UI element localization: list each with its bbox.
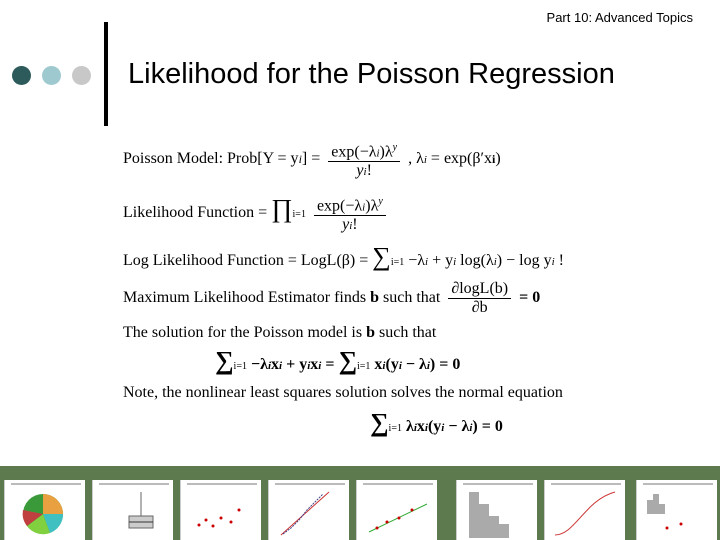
model-fraction: $\frac{\exp(-\lambda i)\lambda^y}{yi!}$ <box>328 138 400 180</box>
title-divider <box>104 22 108 126</box>
likelihood-fraction: $\frac{\exp(-\lambda i)\lambda^y}{yi!}$ <box>314 192 386 234</box>
mle-fraction: $\frac{\partial\log L(b)}{\partial b}$ <box>448 280 511 317</box>
slide-title: Likelihood for the Poisson Regression <box>128 58 615 90</box>
thumbnail-scatter-1 <box>180 480 261 540</box>
thumbnail-prob-plot <box>268 480 349 540</box>
normal-equation-1: ∑i=1 −λixi + yixi = ∑i=1 xi(yi − λi) = 0 <box>215 346 461 375</box>
product-symbol: ∏ <box>271 193 293 223</box>
solution-text: The solution for the Poisson model is b such that <box>123 324 437 341</box>
decor-dot-2 <box>42 66 61 85</box>
log-likelihood-equation: Log Likelihood Function = LogL(β) = ∑i=1 −λi + yi log(λi) − log yi ! <box>123 242 564 271</box>
likelihood-label: Likelihood Function = <box>123 203 268 221</box>
part-label: Part 10: Advanced Topics <box>546 10 693 25</box>
model-prob: Prob[Y = y <box>227 149 299 167</box>
thumbnail-boxplot <box>92 480 173 540</box>
sum-symbol: ∑ <box>372 242 391 271</box>
thumbnail-scatter-2 <box>356 480 437 540</box>
model-prob-close: ] = <box>301 149 321 167</box>
decor-dot-3 <box>72 66 91 85</box>
thumbnail-cdf <box>544 480 625 540</box>
poisson-model-equation: Poisson Model: Prob[Y = yi] = $\frac{\exp(-\lambda i)\lambda^y}{yi!}$ , λi = exp(β′xi) <box>123 138 501 180</box>
mle-equation: Maximum Likelihood Estimator finds b such that $\frac{\partial\log L(b)}{\partial b}$ = 0 <box>123 280 541 316</box>
likelihood-equation: Likelihood Function = ∏i=1 $\frac{\exp(-\lambda i)\lambda^y}{yi!}$ <box>123 192 390 234</box>
note-text: Note, the nonlinear least squares solution solves the normal equation <box>123 384 563 401</box>
model-label: Poisson Model: <box>123 149 224 167</box>
thumbnail-pie-chart <box>4 480 85 540</box>
thumbnail-histogram <box>456 480 537 540</box>
loglik-label: Log Likelihood Function = LogL(β) = <box>123 252 369 269</box>
decor-dot-1 <box>12 66 31 85</box>
thumbnail-hist-scatter <box>636 480 717 540</box>
normal-equation-2: ∑i=1 λixi(yi − λi) = 0 <box>370 408 503 437</box>
